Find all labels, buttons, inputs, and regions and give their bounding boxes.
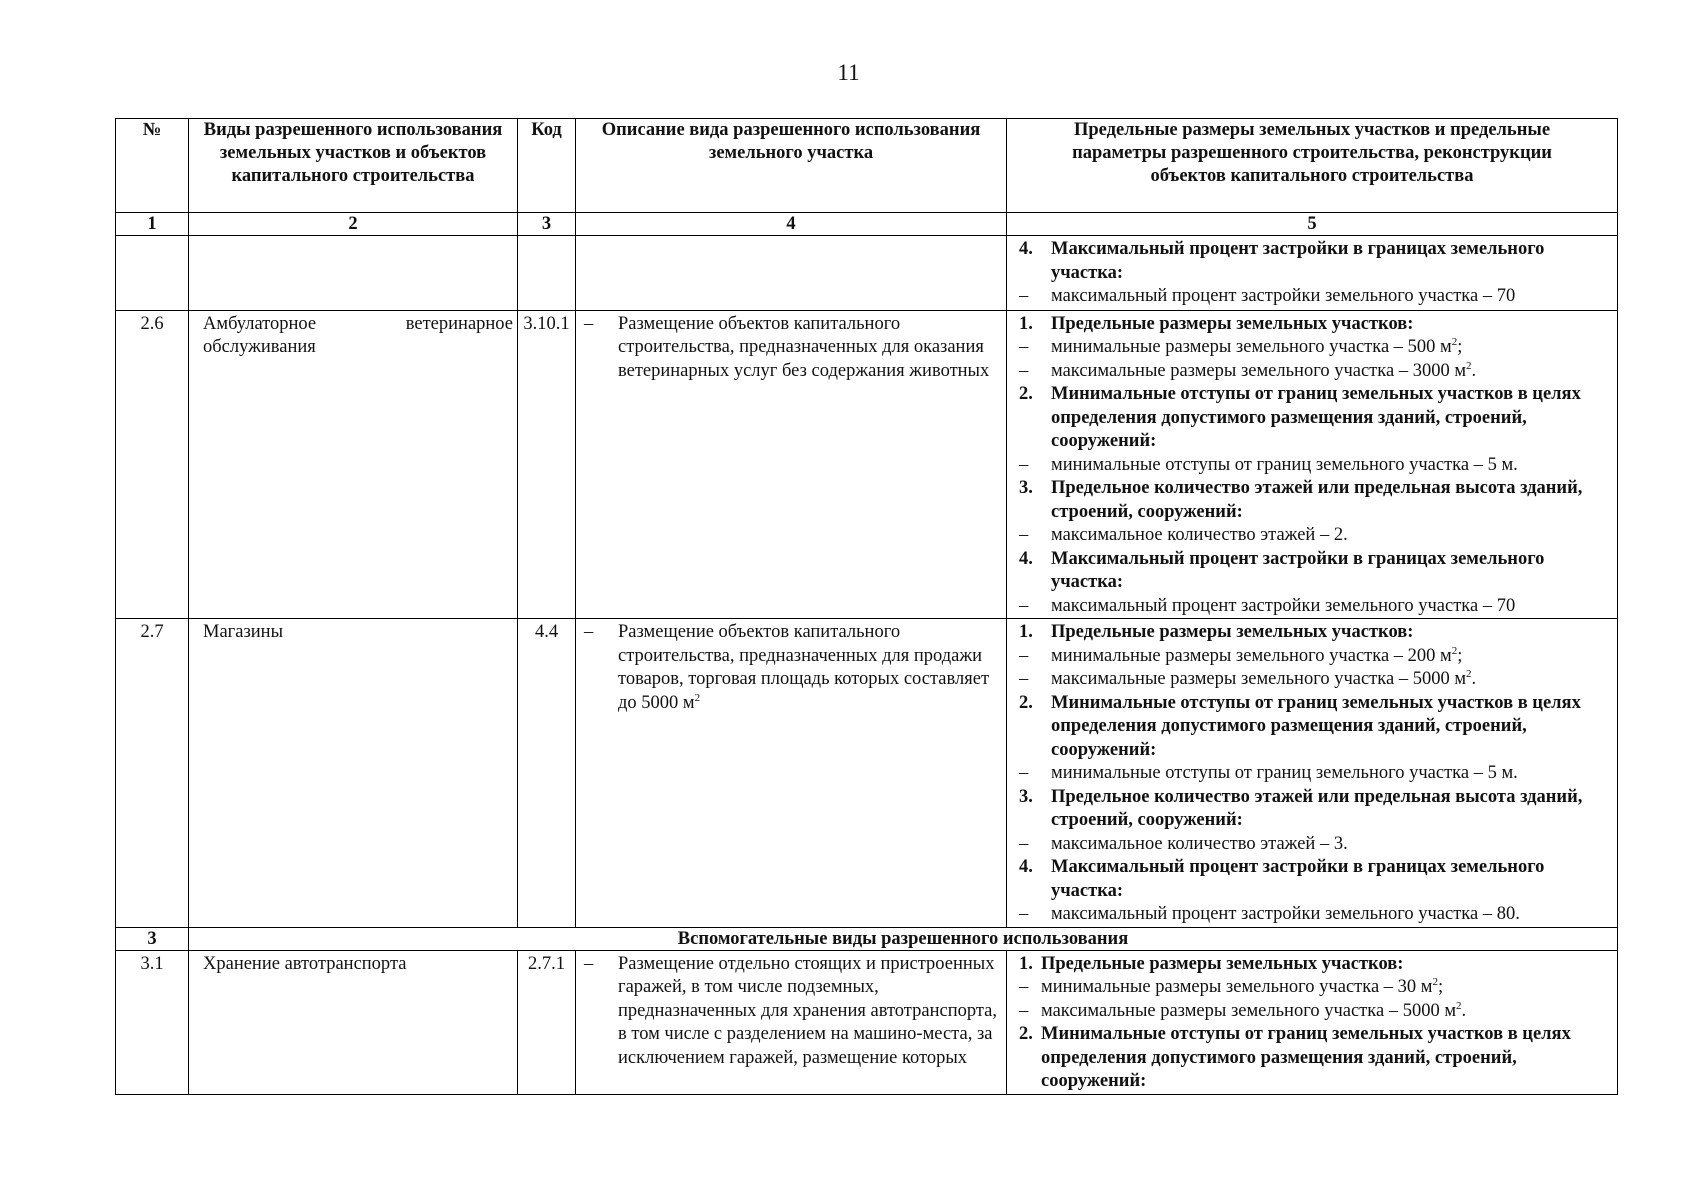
list-marker: 2. bbox=[1019, 1024, 1033, 1044]
list-marker: 2. bbox=[1019, 384, 1033, 404]
limits-cell bbox=[1007, 619, 1618, 928]
limit-value bbox=[1007, 360, 1617, 384]
limit-text: Максимальный процент застройки в границах земельного участка: bbox=[1051, 548, 1545, 592]
limit-text: максимальные размеры земельного участка – 5000 $м^2$. bbox=[1041, 999, 1467, 1021]
limit-value bbox=[1007, 833, 1617, 857]
use-type-name: Магазины bbox=[189, 619, 518, 928]
limit-value bbox=[1007, 903, 1617, 927]
limit-text: максимальное количество этажей – 3. bbox=[1051, 833, 1348, 854]
limit-heading bbox=[1007, 383, 1617, 454]
row-number: 2.7 bbox=[116, 619, 189, 928]
header-no: № bbox=[116, 119, 189, 213]
limit-heading bbox=[1007, 692, 1617, 763]
use-type-name: Хранение автотранспорта bbox=[189, 950, 518, 1094]
column-number: 3 bbox=[518, 213, 576, 236]
limit-text: максимальное количество этажей – 2. bbox=[1051, 525, 1348, 545]
limit-text: Предельное количество этажей или предельная высота зданий, строений, сооружений: bbox=[1051, 786, 1583, 830]
list-marker: – bbox=[1019, 763, 1029, 783]
limit-heading bbox=[1007, 548, 1617, 595]
list-marker: 4. bbox=[1019, 548, 1033, 569]
description-text: Размещение объектов капитального строительства, предназначенных для продажи товаров, торговая площадь которых составляет до 5000 $м^2$ bbox=[618, 622, 990, 713]
table-row bbox=[116, 310, 1618, 619]
limit-value bbox=[1007, 1000, 1617, 1024]
column-number: 2 bbox=[189, 213, 518, 236]
row-number: 2.6 bbox=[116, 310, 189, 619]
continued-row bbox=[116, 236, 1618, 311]
limit-text: минимальные отступы от границ земельного участка – 5 м. bbox=[1051, 454, 1518, 475]
list-marker: – bbox=[1019, 904, 1029, 924]
list-marker: 4. bbox=[1019, 239, 1033, 259]
list-marker: – bbox=[1019, 669, 1029, 689]
limit-text: Максимальный процент застройки в границах земельного участка: bbox=[1051, 857, 1545, 901]
limit-text: Максимальный процент застройки в границах земельного участка: bbox=[1051, 239, 1545, 283]
use-code: 4.4 bbox=[518, 619, 576, 928]
description-text: Размещение объектов капитального строительства, предназначенных для оказания ветеринарных услуг без содержания животных bbox=[618, 313, 990, 381]
limit-text: максимальные размеры земельного участка – 3000 $м^2$. bbox=[1051, 359, 1477, 381]
list-marker: – bbox=[1019, 1000, 1029, 1021]
limit-text: Минимальные отступы от границ земельных участков в целях определения допустимого размещения зданий, строений, сооружений: bbox=[1051, 692, 1581, 760]
row-number: 3.1 bbox=[116, 950, 189, 1094]
list-marker: – bbox=[1019, 337, 1029, 357]
list-marker: 4. bbox=[1019, 857, 1033, 877]
dash-marker: – bbox=[584, 622, 594, 642]
limit-value bbox=[1007, 645, 1617, 669]
header-types: Виды разрешенного использования земельных участков и объектов капитального строительства bbox=[189, 119, 518, 213]
list-marker: 3. bbox=[1019, 786, 1033, 807]
section-title: Вспомогательные виды разрешенного использования bbox=[189, 927, 1618, 950]
header-row bbox=[116, 119, 1618, 213]
list-marker: – bbox=[1019, 454, 1029, 475]
section-row bbox=[116, 927, 1618, 950]
limit-value bbox=[1007, 595, 1617, 619]
list-marker: – bbox=[1019, 286, 1029, 306]
limit-value bbox=[1007, 524, 1617, 548]
list-marker: 1. bbox=[1019, 953, 1033, 974]
list-marker: – bbox=[1019, 977, 1029, 997]
header-code: Код bbox=[518, 119, 576, 213]
description-cell bbox=[576, 619, 1007, 928]
limit-text: Предельное количество этажей или предельная высота зданий, строений, сооружений: bbox=[1051, 478, 1583, 522]
list-marker: 2. bbox=[1019, 692, 1033, 713]
limit-value bbox=[1007, 285, 1617, 309]
list-marker: – bbox=[1019, 360, 1029, 381]
list-marker: 1. bbox=[1019, 622, 1033, 642]
list-marker: – bbox=[1019, 595, 1029, 616]
column-number: 5 bbox=[1007, 213, 1618, 236]
limit-text: максимальные размеры земельного участка – 5000 $м^2$. bbox=[1051, 668, 1477, 689]
limit-value bbox=[1007, 668, 1617, 692]
list-marker: – bbox=[1019, 645, 1029, 666]
table-row bbox=[116, 950, 1618, 1094]
limit-text: минимальные размеры земельного участка – 30 $м^2$; bbox=[1041, 976, 1444, 997]
limit-heading bbox=[1007, 1023, 1617, 1094]
limit-value bbox=[1007, 336, 1617, 360]
limit-heading bbox=[1007, 856, 1617, 903]
use-code: 3.10.1 bbox=[518, 310, 576, 619]
section-number: 3 bbox=[116, 927, 189, 950]
limit-text: Минимальные отступы от границ земельных участков в целях определения допустимого размещения зданий, строений, сооружений: bbox=[1051, 384, 1581, 451]
limit-text: максимальный процент застройки земельного участка – 70 bbox=[1051, 286, 1516, 306]
limits-cell bbox=[1007, 950, 1618, 1094]
column-number-row bbox=[116, 213, 1618, 236]
description-text: Размещение отдельно стоящих и пристроенных гаражей, в том числе подземных, предназначенных для хранения автотранспорта, в том числе с разделением на машино-места, за исключением гаражей, размещение которых bbox=[618, 953, 997, 1068]
limit-heading bbox=[1007, 786, 1617, 833]
list-marker: – bbox=[1019, 525, 1029, 545]
list-marker: 1. bbox=[1019, 313, 1033, 334]
limit-heading bbox=[1007, 621, 1617, 645]
limit-heading bbox=[1007, 238, 1617, 285]
header-description: Описание вида разрешенного использования земельного участка bbox=[576, 119, 1007, 213]
limit-value bbox=[1007, 762, 1617, 786]
limit-heading bbox=[1007, 477, 1617, 524]
column-number: 4 bbox=[576, 213, 1007, 236]
limit-text: Предельные размеры земельных участков: bbox=[1041, 953, 1404, 974]
limit-heading bbox=[1007, 313, 1617, 337]
list-marker: 3. bbox=[1019, 478, 1033, 498]
land-use-table bbox=[115, 118, 1618, 1095]
page-number: 11 bbox=[837, 60, 860, 85]
description-cell bbox=[576, 950, 1007, 1094]
limit-text: минимальные отступы от границ земельного участка – 5 м. bbox=[1051, 763, 1518, 783]
limit-text: минимальные размеры земельного участка – 200 $м^2$; bbox=[1051, 644, 1463, 666]
limit-text: Минимальные отступы от границ земельных участков в целях определения допустимого размещения зданий, строений, сооружений: bbox=[1041, 1024, 1571, 1091]
dash-marker: – bbox=[584, 313, 594, 334]
limit-heading bbox=[1007, 953, 1617, 977]
limits-cell bbox=[1007, 236, 1618, 311]
limit-text: минимальные размеры земельного участка – 500 $м^2$; bbox=[1051, 336, 1463, 357]
column-number: 1 bbox=[116, 213, 189, 236]
limit-value bbox=[1007, 454, 1617, 478]
limit-text: Предельные размеры земельных участков: bbox=[1051, 313, 1414, 334]
table-row bbox=[116, 619, 1618, 928]
description-cell bbox=[576, 310, 1007, 619]
limit-text: Предельные размеры земельных участков: bbox=[1051, 622, 1414, 642]
header-limits: Предельные размеры земельных участков и предельные параметры разрешенного строительства, реконструкции объектов капитального строительства bbox=[1007, 119, 1618, 213]
limit-text: максимальный процент застройки земельного участка – 80. bbox=[1051, 904, 1520, 924]
limit-value bbox=[1007, 976, 1617, 1000]
use-code: 2.7.1 bbox=[518, 950, 576, 1094]
list-marker: – bbox=[1019, 833, 1029, 854]
limit-text: максимальный процент застройки земельного участка – 70 bbox=[1051, 595, 1516, 616]
dash-marker: – bbox=[584, 953, 594, 974]
use-type-name: Амбулаторное ветеринарное обслуживания bbox=[189, 310, 518, 619]
limits-cell bbox=[1007, 310, 1618, 619]
